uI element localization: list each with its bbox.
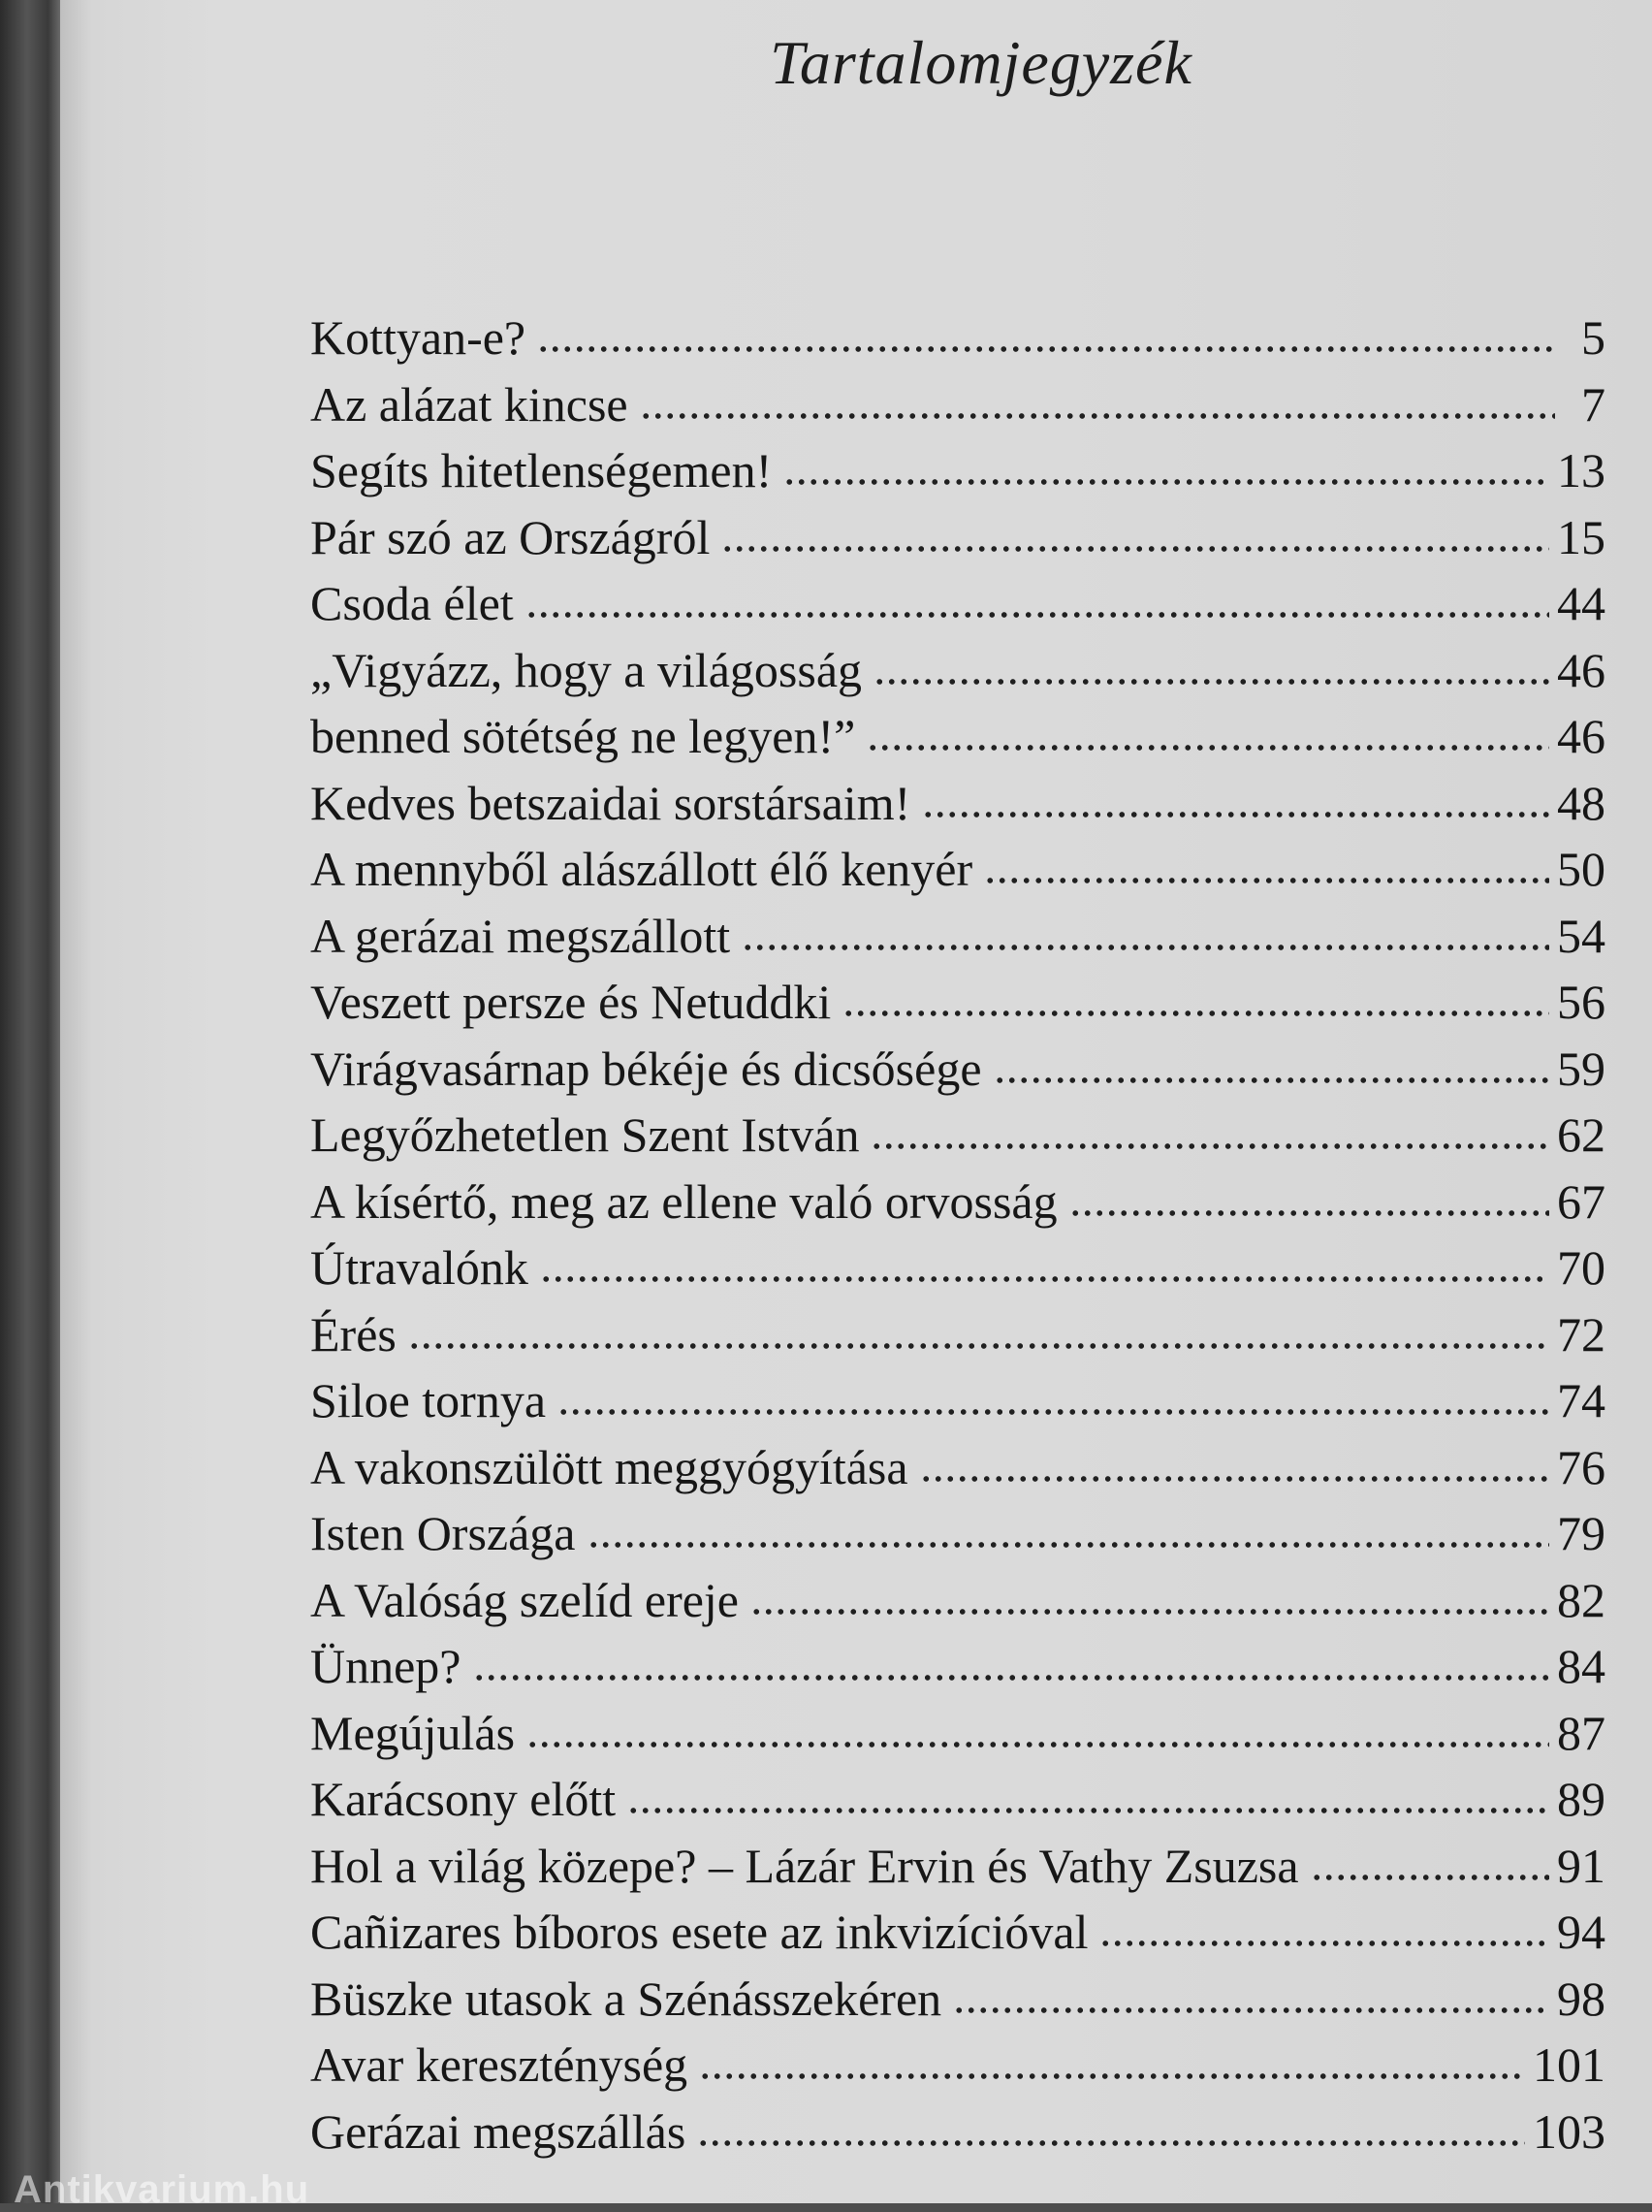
toc-entry-title: A vakonszülött meggyógyítása — [310, 1439, 908, 1494]
dot-leader — [1099, 1939, 1549, 1948]
dot-leader — [871, 1141, 1549, 1151]
dot-leader — [408, 1341, 1549, 1351]
toc-entry-page: 84 — [1557, 1639, 1605, 1693]
toc-entry — [310, 1766, 1605, 1833]
toc-entry-title: Isten Országa — [310, 1506, 576, 1560]
toc-entry-page: 15 — [1557, 509, 1605, 564]
dot-leader — [588, 1540, 1550, 1550]
toc-entry-page: 79 — [1557, 1506, 1605, 1560]
toc-entry-page: 50 — [1557, 842, 1605, 896]
toc-entry — [310, 1700, 1605, 1767]
toc-entry-title: Virágvasárnap békéje és dicsősége — [310, 1041, 982, 1096]
dot-leader — [874, 677, 1549, 687]
toc-entry-title: Kedves betszaidai sorstársaim! — [310, 775, 911, 830]
toc-entry — [310, 1833, 1605, 1900]
toc-entry — [310, 1169, 1605, 1235]
dot-leader — [994, 1075, 1549, 1085]
table-of-contents — [310, 305, 1605, 2164]
dot-leader — [920, 1474, 1549, 1484]
toc-entry — [310, 969, 1605, 1036]
toc-entry-title: Veszett persze és Netuddki — [310, 975, 832, 1029]
watermark: Antikvarium.hu — [14, 2168, 310, 2211]
toc-entry — [310, 1899, 1605, 1966]
toc-entry-title: Csoda élet — [310, 576, 514, 630]
toc-entry-page: 44 — [1557, 576, 1605, 630]
toc-entry-title: Megújulás — [310, 1705, 516, 1760]
dot-leader — [473, 1673, 1550, 1683]
toc-entry — [310, 504, 1605, 571]
toc-entry — [310, 836, 1605, 903]
toc-entry-title: A mennyből alászállott élő kenyér — [310, 842, 973, 896]
toc-entry — [310, 770, 1605, 837]
dot-leader — [750, 1607, 1549, 1617]
toc-entry-title: Siloe tornya — [310, 1373, 547, 1427]
dot-leader — [1069, 1208, 1549, 1218]
toc-entry — [310, 637, 1605, 704]
dot-leader — [697, 2138, 1525, 2148]
toc-entry — [310, 437, 1605, 504]
dot-leader — [984, 876, 1549, 885]
toc-entry-title: Karácsony előtt — [310, 1772, 617, 1826]
toc-entry — [310, 1102, 1605, 1169]
toc-entry-page: 48 — [1557, 775, 1605, 830]
toc-entry-title: Érés — [310, 1306, 397, 1362]
toc-entry-page: 67 — [1557, 1173, 1605, 1229]
dot-leader — [1311, 1873, 1549, 1882]
toc-entry-title: A gerázai megszállott — [310, 908, 731, 963]
toc-entry-title: Ünnep? — [310, 1639, 461, 1693]
dot-leader — [557, 1407, 1549, 1417]
toc-entry-title: Segíts hitetlenségemen! — [310, 443, 773, 497]
dot-leader — [640, 411, 1555, 421]
toc-entry — [310, 1234, 1605, 1301]
toc-entry-page: 7 — [1581, 376, 1605, 432]
dot-leader — [627, 1806, 1549, 1815]
toc-entry-title: A kísértő, meg az ellene való orvosság — [310, 1173, 1058, 1229]
toc-entry-title: A Valóság szelíd ereje — [310, 1572, 739, 1627]
toc-entry — [310, 1633, 1605, 1700]
toc-entry-title: Útravalónk — [310, 1240, 528, 1295]
toc-entry-page: 54 — [1557, 908, 1605, 963]
toc-entry — [310, 1036, 1605, 1103]
toc-entry — [310, 2099, 1605, 2165]
page-title: Tartalomjegyzék — [770, 28, 1192, 97]
dot-leader — [922, 810, 1549, 819]
toc-entry-page: 103 — [1533, 2103, 1605, 2159]
book-spine — [0, 0, 60, 2203]
toc-entry-page: 72 — [1557, 1306, 1605, 1362]
toc-entry — [310, 570, 1605, 637]
toc-entry-page: 94 — [1557, 1905, 1605, 1959]
toc-entry-title: Avar kereszténység — [310, 2037, 688, 2092]
dot-leader — [742, 943, 1549, 952]
toc-entry — [310, 371, 1605, 438]
dot-leader — [842, 1009, 1549, 1018]
toc-entry-page: 74 — [1557, 1373, 1605, 1427]
toc-entry-page: 101 — [1533, 2037, 1605, 2092]
toc-entry-title: Pár szó az Országról — [310, 509, 711, 564]
dot-leader — [526, 1740, 1549, 1749]
toc-entry-title: Cañizares bíboros esete az inkvizícióval — [310, 1905, 1089, 1959]
toc-entry — [310, 1434, 1605, 1501]
toc-entry-page: 91 — [1557, 1838, 1605, 1893]
dot-leader — [525, 610, 1549, 620]
toc-entry-page: 82 — [1557, 1572, 1605, 1627]
toc-entry-title: Az alázat kincse — [310, 376, 628, 432]
toc-entry-page: 5 — [1581, 310, 1605, 365]
toc-entry-page: 46 — [1557, 709, 1605, 763]
toc-entry-title: benned sötétség ne legyen!” — [310, 709, 856, 763]
dot-leader — [537, 344, 1555, 354]
toc-entry-page: 46 — [1557, 642, 1605, 697]
toc-entry — [310, 703, 1605, 770]
toc-entry — [310, 1367, 1605, 1434]
dot-leader — [953, 2005, 1549, 2015]
toc-entry — [310, 1567, 1605, 1634]
toc-entry-title: Büszke utasok a Szénásszekéren — [310, 1971, 942, 2026]
toc-entry-page: 59 — [1557, 1041, 1605, 1096]
toc-entry-title: Hol a világ közepe? – Lázár Ervin és Vathy Zsuzsa — [310, 1838, 1299, 1893]
toc-entry-page: 56 — [1557, 975, 1605, 1029]
toc-entry-page: 98 — [1557, 1971, 1605, 2026]
dot-leader — [721, 544, 1549, 554]
toc-entry-title: „Vigyázz, hogy a világosság — [310, 642, 863, 697]
book-page — [60, 0, 1652, 2203]
toc-entry-page: 76 — [1557, 1439, 1605, 1494]
toc-entry — [310, 2032, 1605, 2099]
toc-entry — [310, 305, 1605, 371]
dot-leader — [699, 2071, 1525, 2081]
toc-entry — [310, 1500, 1605, 1567]
toc-entry-page: 70 — [1557, 1240, 1605, 1295]
toc-entry — [310, 903, 1605, 970]
toc-entry-title: Kottyan-e? — [310, 310, 526, 365]
toc-entry-page: 89 — [1557, 1772, 1605, 1826]
toc-entry-page: 13 — [1557, 443, 1605, 497]
dot-leader — [540, 1274, 1549, 1284]
dot-leader — [867, 743, 1549, 753]
toc-entry — [310, 1301, 1605, 1368]
toc-entry-page: 87 — [1557, 1705, 1605, 1760]
toc-entry-title: Legyőzhetetlen Szent István — [310, 1107, 860, 1162]
toc-entry — [310, 1966, 1605, 2033]
toc-entry-page: 62 — [1557, 1107, 1605, 1162]
dot-leader — [783, 477, 1549, 487]
toc-entry-title: Gerázai megszállás — [310, 2103, 686, 2159]
